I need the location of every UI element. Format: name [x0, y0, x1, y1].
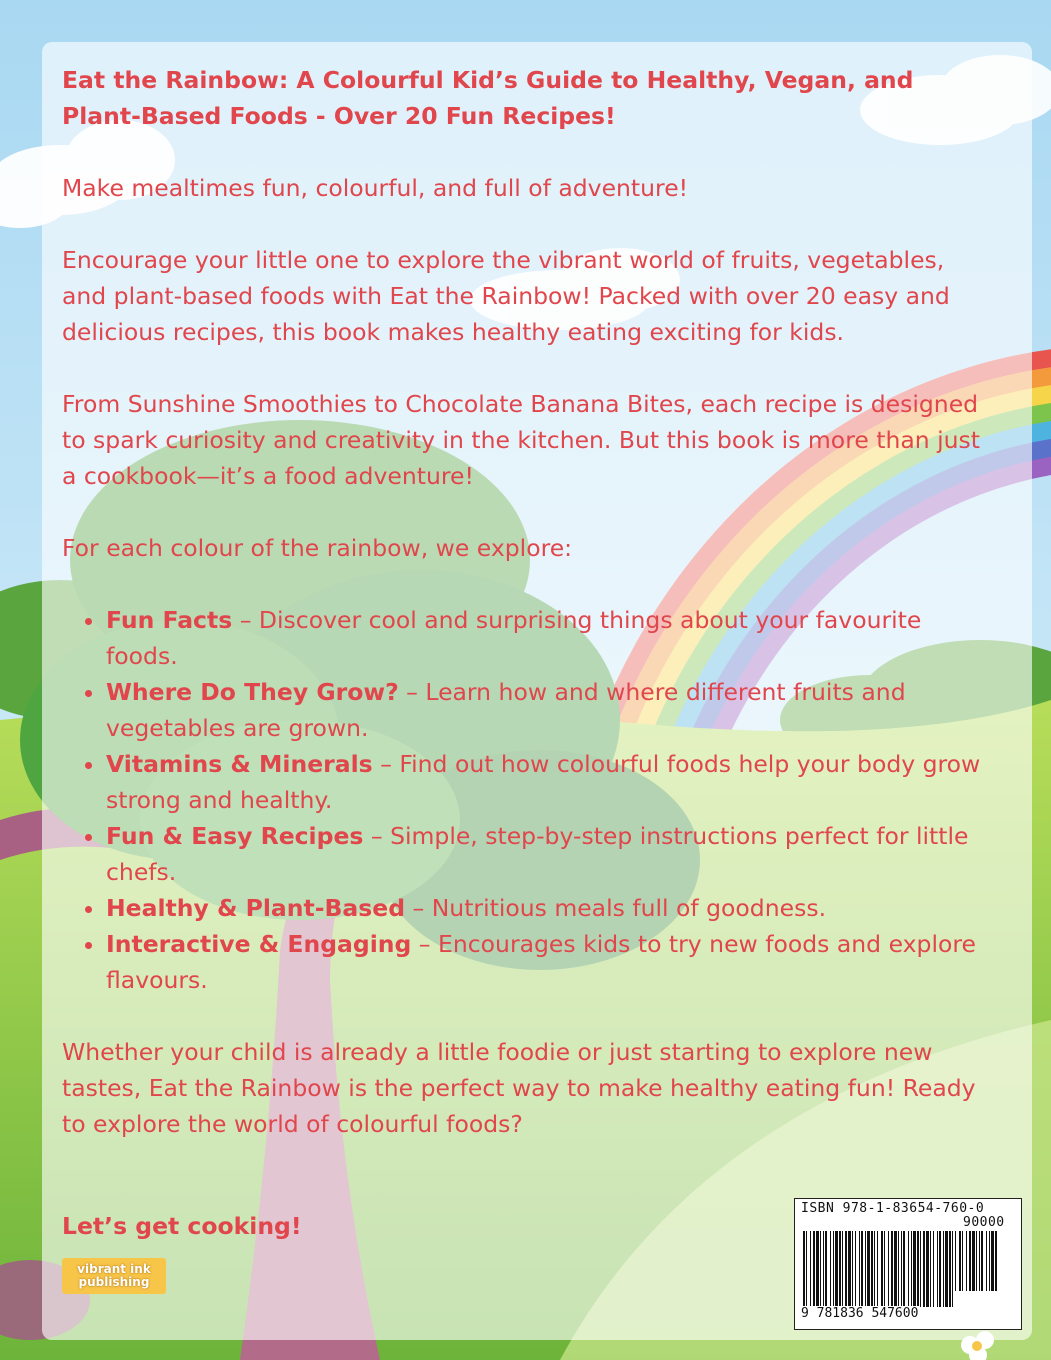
isbn-digits: 9 781836 547600 — [801, 1306, 919, 1321]
barcode-bar — [891, 1231, 893, 1307]
isbn-label: ISBN 978-1-83654-760-0 — [801, 1201, 985, 1216]
barcode-bar — [884, 1231, 885, 1307]
barcode-bar — [930, 1231, 931, 1307]
barcode-bar — [835, 1231, 838, 1307]
feature-text: – Nutritious meals full of goodness. — [405, 894, 827, 922]
barcode-bar — [865, 1231, 866, 1307]
publisher-name-line2: publishing — [78, 1275, 150, 1289]
barcode-bar — [986, 1231, 987, 1291]
barcode-bar — [913, 1231, 916, 1307]
barcode-bar — [979, 1231, 980, 1291]
barcode-bar — [852, 1231, 853, 1307]
feature-title: Vitamins & Minerals — [106, 750, 373, 778]
description-paragraph: Encourage your little one to explore the vibrant world of fruits, vegetables, and plant-based foods with Eat the Rainbow! Packed with over 20 easy and delicious recipes, this book makes healthy eating exciting for kids. — [62, 246, 950, 346]
feature-text: – Encourages kids to try new foods and explore flavours. — [106, 930, 976, 994]
barcode-bar — [926, 1231, 929, 1307]
isbn-barcode — [794, 1198, 1022, 1330]
barcode-bar — [991, 1231, 994, 1291]
barcode-bar — [939, 1231, 941, 1307]
intro-paragraph: Make mealtimes fun, colourful, and full of adventure! — [62, 174, 689, 202]
feature-title: Fun Facts — [106, 606, 233, 634]
barcode-bar — [855, 1231, 856, 1307]
barcode-bar — [867, 1231, 870, 1307]
feature-item — [106, 674, 992, 746]
feature-title: Interactive & Engaging — [106, 930, 412, 958]
feature-text: – Learn how and where different fruits and vegetables are grown. — [106, 678, 906, 742]
barcode-bar — [810, 1231, 811, 1307]
publisher-name-line1: vibrant ink — [77, 1262, 151, 1276]
barcode-bar — [881, 1231, 883, 1307]
barcode-bar — [861, 1231, 863, 1307]
barcode-bar — [966, 1231, 967, 1291]
barcode-bar — [877, 1231, 878, 1307]
barcode-bar — [894, 1231, 897, 1307]
barcode-bars — [803, 1231, 1015, 1317]
feature-text: – Discover cool and surprising things about your favourite foods. — [106, 606, 922, 670]
barcode-bar — [933, 1231, 934, 1307]
barcode-bar — [945, 1231, 948, 1307]
barcode-bar — [898, 1231, 899, 1307]
barcode-bar — [823, 1231, 824, 1307]
barcode-bar — [955, 1231, 956, 1291]
barcode-bar — [952, 1231, 953, 1307]
barcode-bar — [803, 1231, 805, 1307]
barcode-bar — [830, 1231, 831, 1307]
barcode-bar — [976, 1231, 977, 1291]
barcode-bar — [969, 1231, 971, 1291]
list-intro: For each colour of the rainbow, we explore: — [62, 534, 573, 562]
feature-title: Fun & Easy Recipes — [106, 822, 364, 850]
barcode-bar — [888, 1231, 889, 1307]
feature-item — [106, 602, 992, 674]
barcode-bar — [874, 1231, 875, 1307]
barcode-bar — [937, 1231, 938, 1307]
barcode-bar — [871, 1231, 873, 1307]
barcode-bar — [845, 1231, 847, 1307]
barcode-bar — [920, 1231, 921, 1307]
description-content — [62, 62, 992, 1178]
outro-paragraph: Whether your child is already a little foodie or just starting to explore new tastes, Eat the Rainbow is the perfect way to make healthy eating fun! Ready to explore the world of colourful foods? — [62, 1038, 976, 1138]
closing-line: Let’s get cooking! — [62, 1212, 302, 1240]
feature-text: – Find out how colourful foods help your body grow strong and healthy. — [106, 750, 981, 814]
barcode-bar — [911, 1231, 912, 1307]
barcode-bar — [859, 1231, 860, 1307]
feature-item — [106, 818, 992, 890]
barcode-bar — [923, 1231, 925, 1307]
barcode-bar — [908, 1231, 909, 1307]
barcode-bar — [820, 1231, 821, 1307]
barcode-bar — [816, 1231, 819, 1307]
barcode-bar — [972, 1231, 975, 1291]
barcode-bar — [903, 1231, 905, 1307]
barcode-bar — [981, 1231, 983, 1291]
barcode-bar — [813, 1231, 815, 1307]
barcode-bar — [848, 1231, 851, 1307]
barcode-bar — [917, 1231, 919, 1307]
description-paragraph: From Sunshine Smoothies to Chocolate Banana Bites, each recipe is designed to spark curiosity and creativity in the kitchen. But this book is more than just a cookbook—it’s a food adventure! — [62, 390, 981, 490]
feature-title: Healthy & Plant-Based — [106, 894, 406, 922]
barcode-bar — [959, 1231, 961, 1291]
feature-title: Where Do They Grow? — [106, 678, 399, 706]
book-title: Eat the Rainbow: A Colourful Kid’s Guide to Healthy, Vegan, and Plant-Based Foods - Over 20 Fun Recipes! — [62, 66, 914, 130]
publisher-logo — [62, 1258, 166, 1294]
feature-text: – Simple, step-by-step instructions perfect for little chefs. — [106, 822, 969, 886]
barcode-bar — [806, 1231, 807, 1307]
barcode-bar — [833, 1231, 834, 1307]
barcode-bar — [839, 1231, 841, 1307]
barcode-bar — [989, 1231, 990, 1291]
barcode-bar — [901, 1231, 902, 1307]
barcode-bar — [842, 1231, 843, 1307]
isbn-addon: 90000 — [963, 1215, 1005, 1230]
feature-list — [62, 602, 992, 998]
barcode-bar — [995, 1231, 997, 1291]
feature-item — [106, 926, 992, 998]
barcode-bar — [962, 1231, 963, 1291]
barcode-bar — [825, 1231, 827, 1307]
feature-item — [106, 746, 992, 818]
barcode-bar — [949, 1231, 951, 1307]
barcode-bar — [943, 1231, 944, 1307]
feature-item — [106, 890, 992, 926]
